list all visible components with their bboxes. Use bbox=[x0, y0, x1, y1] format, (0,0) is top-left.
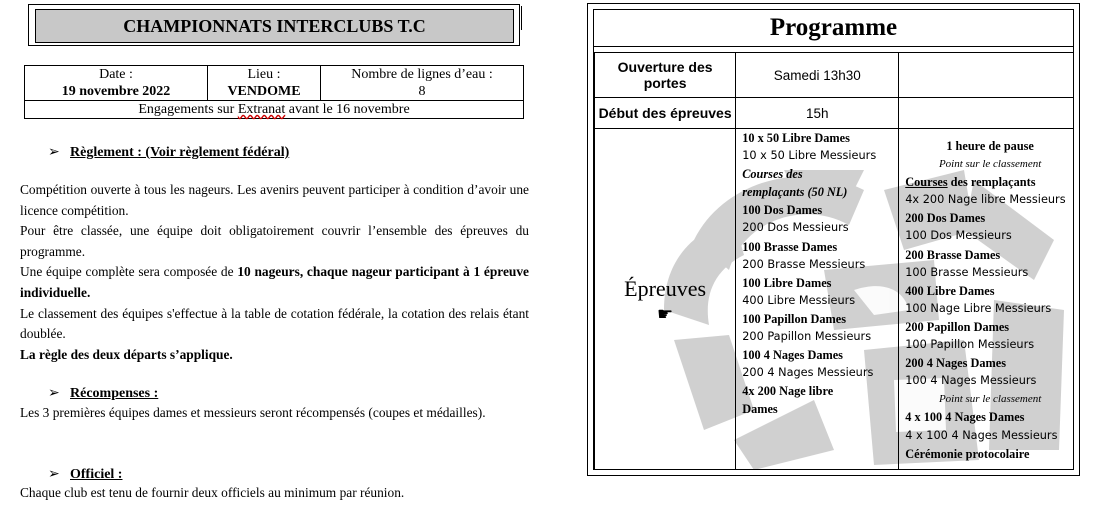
lignes-label: Nombre de lignes d’eau : bbox=[351, 67, 493, 82]
events-list-2-tail bbox=[905, 408, 1074, 462]
reglement-heading-text: Règlement : (Voir règlement fédéral) bbox=[70, 145, 290, 160]
recompenses-body bbox=[20, 403, 529, 424]
ouverture-empty bbox=[899, 53, 1074, 98]
date-cell bbox=[25, 66, 208, 101]
event-item: 100 4 Nages Dames bbox=[742, 348, 843, 363]
event-item: 100 Brasse Messieurs bbox=[905, 265, 1029, 279]
event-item: 10 x 50 Libre Dames bbox=[742, 131, 850, 145]
events-col-2 bbox=[899, 129, 1074, 471]
title-box bbox=[28, 4, 520, 46]
event-item: Courses des bbox=[742, 167, 803, 182]
events-col-1 bbox=[736, 129, 899, 471]
pointing-hand-icon: ☛ bbox=[657, 304, 674, 324]
reglement-p3-pre: Une équipe complète sera composée de bbox=[20, 264, 238, 280]
events-list-1 bbox=[742, 129, 898, 419]
reglement-p3 bbox=[20, 262, 529, 303]
date-value: 19 novembre 2022 bbox=[61, 84, 171, 99]
programme-panel bbox=[587, 3, 1080, 476]
lieu-value: VENDOME bbox=[227, 84, 301, 99]
events-list-2-main bbox=[905, 191, 1074, 390]
recompenses-heading-text: Récompenses : bbox=[70, 386, 159, 401]
event-item: 4x 200 Nage libre bbox=[742, 384, 834, 399]
engagements-cell bbox=[25, 101, 524, 119]
event-item: 100 Papillon Dames bbox=[742, 311, 847, 326]
event-item: 100 Nage Libre Messieurs bbox=[905, 301, 1052, 315]
courses-rest: des remplaçants bbox=[947, 175, 1036, 190]
ouverture-label: Ouverture des portes bbox=[595, 53, 736, 98]
arrow-bullet-icon: ➢ bbox=[48, 145, 60, 160]
engagements-pre: Engagements sur bbox=[138, 102, 238, 117]
reglement-body bbox=[20, 180, 529, 365]
point-classement-1: Point sur le classement bbox=[938, 158, 1042, 171]
reglement-heading bbox=[48, 144, 289, 161]
event-item: 4 x 100 4 Nages Dames bbox=[905, 410, 1025, 425]
event-item: 400 Libre Messieurs bbox=[742, 293, 856, 307]
debut-empty bbox=[899, 98, 1074, 129]
event-item: 4 x 100 4 Nages Messieurs bbox=[905, 428, 1058, 442]
event-item: 200 Papillon Messieurs bbox=[742, 330, 872, 344]
reglement-p4: Le classement des équipes s'effectue à la table de cotation fédérale, la cotation des relais étant doublée. bbox=[20, 305, 529, 342]
event-item: 200 4 Nages Messieurs bbox=[742, 366, 874, 380]
engagements-post: avant le 16 novembre bbox=[285, 102, 410, 117]
event-item: Cérémonie protocolaire bbox=[905, 446, 1030, 461]
pause-label: 1 heure de pause bbox=[946, 139, 1034, 153]
date-label: Date : bbox=[99, 67, 133, 82]
point-classement-2: Point sur le classement bbox=[938, 393, 1042, 406]
epreuves-label: Épreuves bbox=[624, 276, 707, 301]
event-item: Dames bbox=[742, 402, 778, 417]
event-item: 200 Brasse Messieurs bbox=[742, 257, 866, 271]
event-item: 100 Dos Messieurs bbox=[905, 229, 1012, 243]
event-item: 400 Libre Dames bbox=[905, 283, 995, 298]
officiel-heading bbox=[48, 466, 122, 483]
event-item: 200 Brasse Dames bbox=[905, 247, 1001, 262]
reglement-p1: Compétition ouverte à tous les nageurs. Les avenirs peuvent participer à condition d’avoir une licence compétition. bbox=[20, 182, 529, 218]
lieu-label: Lieu : bbox=[247, 67, 281, 82]
ouverture-value: Samedi 13h30 bbox=[736, 53, 899, 98]
document-title: CHAMPIONNATS INTERCLUBS T.C bbox=[35, 9, 514, 43]
event-item: 100 Brasse Dames bbox=[742, 239, 838, 254]
programme-title: Programme bbox=[594, 10, 1073, 47]
reglement-p3-bold: 10 nageurs, chaque nageur participant à 1 épreuve individuelle. bbox=[20, 264, 530, 300]
lignes-cell bbox=[321, 66, 524, 101]
lignes-value: 8 bbox=[418, 84, 426, 99]
programme-inner bbox=[593, 9, 1074, 470]
reglement-p5: La règle des deux départs s’applique. bbox=[20, 346, 233, 362]
debut-value: 15h bbox=[736, 98, 899, 129]
officiel-heading-text: Officiel : bbox=[70, 467, 123, 482]
epreuves-cell bbox=[595, 129, 736, 471]
event-item: remplaçants (50 NL) bbox=[742, 185, 848, 200]
event-item: 200 4 Nages Dames bbox=[905, 356, 1007, 371]
reglement-p2: Pour être classée, une équipe doit obligatoirement couvrir l’ensemble des épreuves du programme. bbox=[20, 223, 529, 259]
info-table bbox=[24, 65, 524, 119]
recompenses-heading bbox=[48, 385, 158, 402]
events-list-2 bbox=[905, 137, 1074, 463]
event-item: 100 Papillon Messieurs bbox=[905, 338, 1035, 352]
event-item: 100 4 Nages Messieurs bbox=[905, 374, 1037, 388]
event-item: 10 x 50 Libre Messieurs bbox=[742, 149, 877, 163]
event-item: 4x 200 Nage libre Messieurs bbox=[905, 193, 1066, 207]
officiel-body bbox=[20, 483, 529, 504]
debut-label: Début des épreuves bbox=[595, 98, 736, 129]
title-side-rule bbox=[521, 6, 522, 30]
event-item: 100 Libre Dames bbox=[742, 275, 832, 290]
extranat-link[interactable]: Extranat bbox=[237, 102, 286, 117]
recompenses-p1: Les 3 premières équipes dames et messieurs seront récompensés (coupes et médailles). bbox=[20, 405, 486, 420]
arrow-bullet-icon: ➢ bbox=[48, 467, 60, 482]
arrow-bullet-icon: ➢ bbox=[48, 386, 60, 401]
event-item: 100 Dos Dames bbox=[742, 203, 823, 218]
officiel-p1: Chaque club est tenu de fournir deux officiels au minimum par réunion. bbox=[20, 485, 405, 500]
courses-remplacants bbox=[905, 173, 1074, 191]
event-item: 200 Dos Messieurs bbox=[742, 221, 849, 235]
lieu-cell bbox=[208, 66, 321, 101]
event-item: 200 Dos Dames bbox=[905, 211, 986, 226]
event-item: 200 Papillon Dames bbox=[905, 319, 1010, 334]
courses-word: Courses bbox=[905, 175, 948, 190]
programme-table bbox=[594, 52, 1074, 470]
